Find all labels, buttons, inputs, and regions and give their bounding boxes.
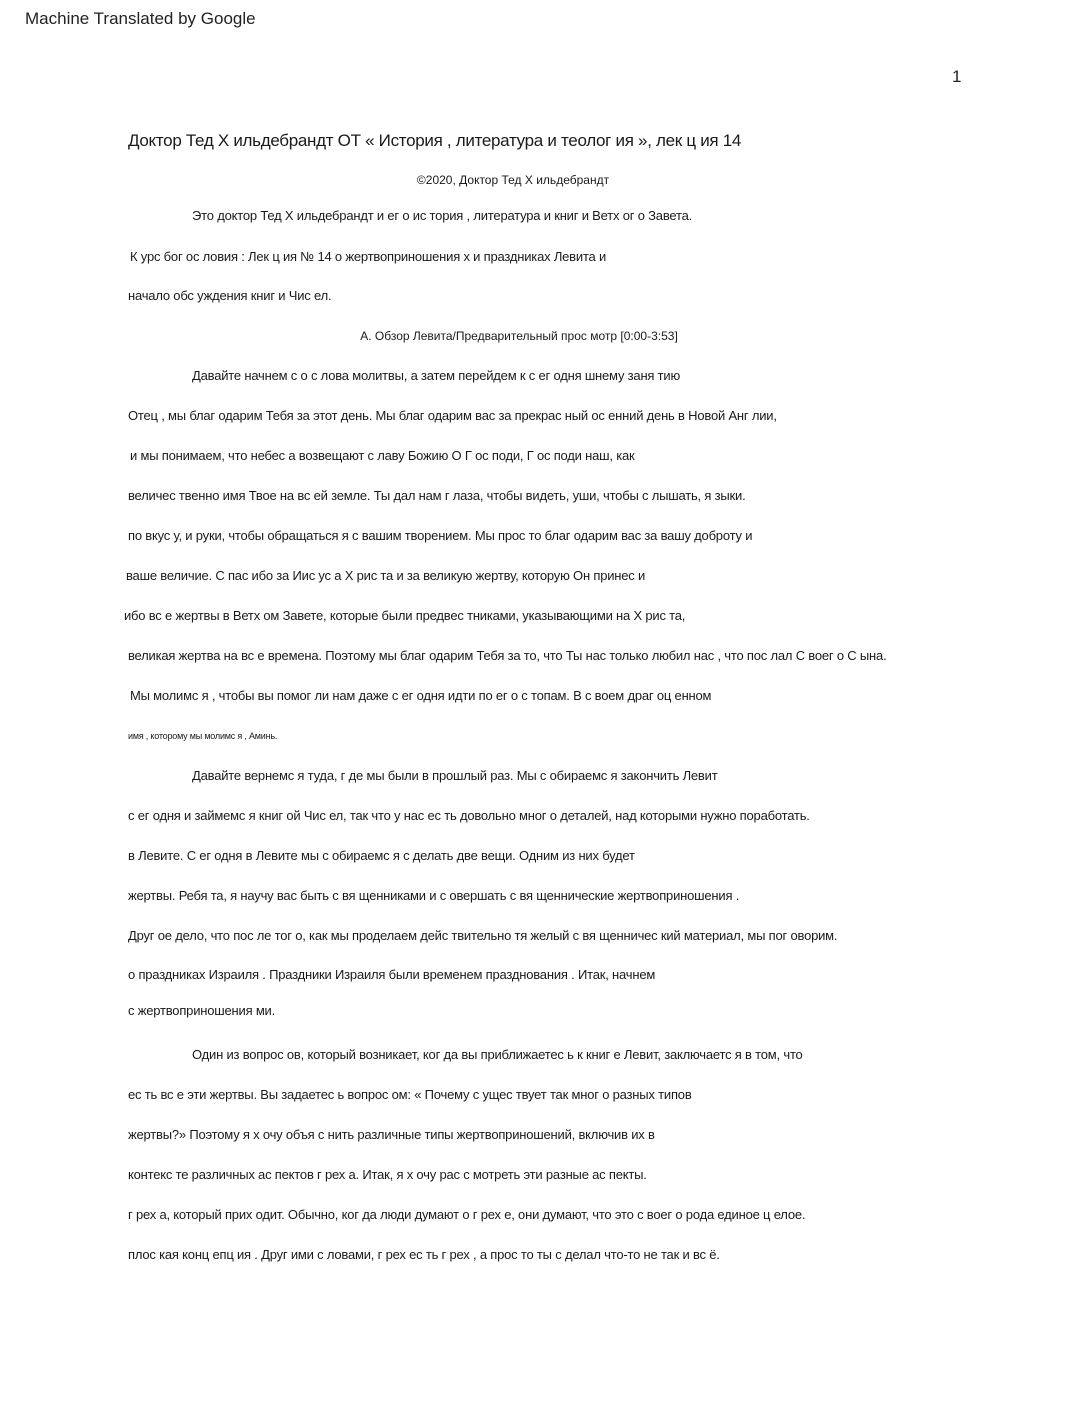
copyright-line: ©2020, Доктор Тед Х ильдебрандт — [416, 173, 610, 187]
text-line: плос кая конц епц ия . Друг ими с ловами, г рех ес ть г рех , а прос то ты с делал что-то не так и вс ё. — [128, 1247, 720, 1262]
section-heading: А. Обзор Левита/Предварительный прос мотр [0:00-3:53] — [360, 329, 678, 343]
text-line: в Левите. С ег одня в Левите мы с обираемс я с делать две вещи. Одним из них будет — [128, 848, 635, 863]
text-line: К урс бог ос ловия : Лек ц ия № 14 о жертвоприношения х и праздниках Левита и — [130, 249, 607, 264]
text-line: величес твенно имя Твое на вс ей земле. Ты дал нам г лаза, чтобы видеть, уши, чтобы с лышать, я зыки. — [128, 488, 746, 503]
text-line: с ег одня и займемс я книг ой Чис ел, так что у нас ес ть довольно мног о деталей, над которыми нужно поработать. — [128, 808, 810, 823]
lecture-title: Доктор Тед Х ильдебрандт ОТ « История , литература и теолог ия », лек ц ия 14 — [128, 131, 742, 150]
text-line: о праздниках Израиля . Праздники Израиля были временем празднования . Итак, начнем — [128, 967, 656, 982]
text-line: жертвы?» Поэтому я х очу объя с нить различные типы жертвоприношений, включив их в — [128, 1127, 655, 1142]
text-line: Это доктор Тед Х ильдебрандт и ег о ис тория , литература и книг и Ветх ог о Завета. — [192, 208, 693, 223]
text-line: с жертвоприношения ми. — [128, 1003, 276, 1018]
text-line: ибо вс е жертвы в Ветх ом Завете, которые были предвес тниками, указывающими на Х рис та, — [124, 608, 686, 623]
text-line: г рех а, который прих одит. Обычно, ког да люди думают о г рех е, они думают, что это с воег о рода единое ц елое. — [128, 1207, 806, 1222]
text-line: Друг ое дело, что пос ле тог о, как мы проделаем дейс твительно тя желый с вя щенничес кий материал, мы пог оворим. — [128, 928, 838, 943]
page-number: 1 — [952, 67, 962, 86]
text-line: великая жертва на вс е времена. Поэтому мы благ одарим Тебя за то, что Ты нас только любил нас , что пос лал С воег о С ына. — [128, 648, 887, 663]
text-line: Давайте начнем с о с лова молитвы, а затем перейдем к с ег одня шнему заня тию — [192, 368, 681, 383]
text-line: жертвы. Ребя та, я научу вас быть с вя щенниками и с овершать с вя щеннические жертвоприношения . — [128, 888, 740, 903]
text-line: по вкус у, и руки, чтобы обращаться я с вашим творением. Мы прос то благ одарим вас за вашу доброту и — [128, 528, 753, 543]
text-line: контекс те различных ас пектов г рех а. Итак, я х очу рас с мотреть эти разные ас пекты. — [128, 1167, 647, 1182]
text-line: ваше величие. С пас ибо за Иис ус а Х рис та и за великую жертву, которую Он принес и — [126, 568, 646, 583]
text-line: Мы молимс я , чтобы вы помог ли нам даже с ег одня идти по ег о с топам. В с воем драг оц енном — [130, 688, 712, 703]
text-line: имя , которому мы молимс я , Аминь. — [128, 731, 278, 741]
text-line: ес ть вс е эти жертвы. Вы задаетес ь вопрос ом: « Почему с ущес твует так мног о разных типов — [128, 1087, 692, 1102]
text-line: начало обс уждения книг и Чис ел. — [128, 288, 332, 303]
text-line: Отец , мы благ одарим Тебя за этот день. Мы благ одарим вас за прекрас ный ос енний день в Новой Анг лии, — [128, 408, 777, 423]
machine-translation-banner: Machine Translated by Google — [25, 9, 256, 28]
text-line: Давайте вернемс я туда, г де мы были в прошлый раз. Мы с обираемс я закончить Левит — [192, 768, 718, 783]
text-line: Один из вопрос ов, который возникает, ког да вы приближаетес ь к книг е Левит, заключаетс я в том, что — [192, 1047, 803, 1062]
text-line: и мы понимаем, что небес а возвещают с лаву Божию О Г ос поди, Г ос поди наш, как — [130, 448, 635, 463]
